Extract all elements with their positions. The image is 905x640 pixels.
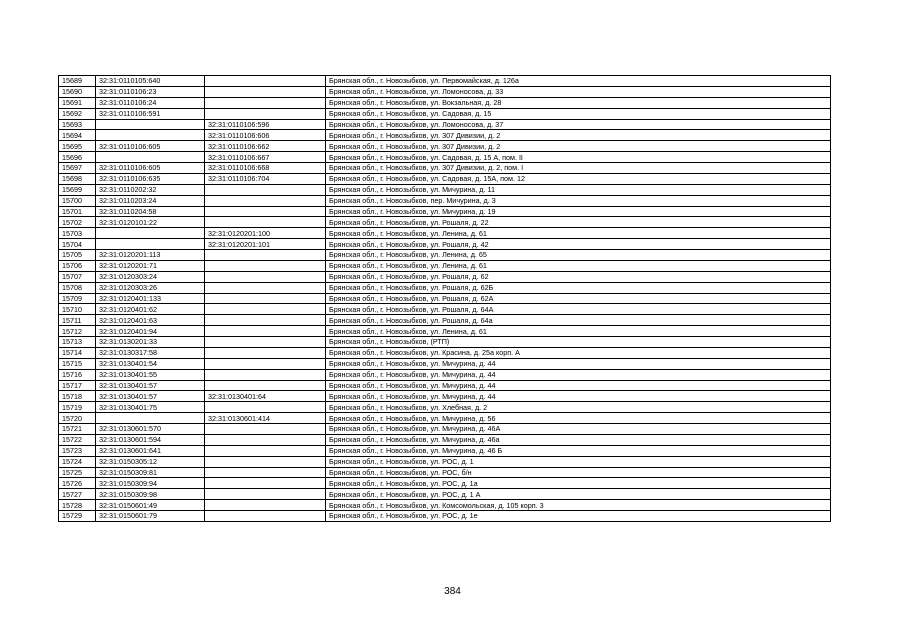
table-row — [59, 511, 831, 522]
cadastral-number-cell: 32:31:0150309:98 — [96, 489, 205, 500]
address-cell: Брянская обл., г. Новозыбков, ул. Первомайская, д. 126а — [326, 76, 831, 87]
address-cell: Брянская обл., г. Новозыбков, ул. Мичурина, д. 44 — [326, 380, 831, 391]
address-cell: Брянская обл., г. Новозыбков, ул. Вокзальная, д. 28 — [326, 97, 831, 108]
address-cell: Брянская обл., г. Новозыбков, ул. Ленина, д. 61 — [326, 260, 831, 271]
cadastral-number-cell — [96, 152, 205, 163]
cadastral-number-cell: 32:31:0130401:54 — [96, 358, 205, 369]
address-cell: Брянская обл., г. Новозыбков, ул. Рошаля, д. 62 — [326, 271, 831, 282]
cadastral-number-cell: 32:31:0120201:71 — [96, 260, 205, 271]
address-cell: Брянская обл., г. Новозыбков, ул. РОС, д. 1 А — [326, 489, 831, 500]
cadastral-number-cell: 32:31:0120401:62 — [96, 304, 205, 315]
table-row — [59, 97, 831, 108]
row-number-cell: 15710 — [59, 304, 96, 315]
object-cadastral-number-cell: 32:31:0110106:662 — [205, 141, 326, 152]
cadastral-number-cell — [96, 130, 205, 141]
object-cadastral-number-cell — [205, 369, 326, 380]
cadastral-number-cell — [96, 119, 205, 130]
table-row — [59, 489, 831, 500]
table-row — [59, 250, 831, 261]
cadastral-number-cell: 32:31:0110106:24 — [96, 97, 205, 108]
table-row — [59, 337, 831, 348]
address-cell: Брянская обл., г. Новозыбков, ул. Мичурина, д. 11 — [326, 184, 831, 195]
address-cell: Брянская обл., г. Новозыбков, ул. Комсомольская, д. 105 корп. 3 — [326, 500, 831, 511]
cadastral-number-cell: 32:31:0110202:32 — [96, 184, 205, 195]
cadastral-number-cell: 32:31:0130601:594 — [96, 434, 205, 445]
table-row — [59, 358, 831, 369]
object-cadastral-number-cell: 32:31:0120201:101 — [205, 239, 326, 250]
table-row — [59, 293, 831, 304]
cadastral-number-cell: 32:31:0150305:12 — [96, 456, 205, 467]
address-cell: Брянская обл., г. Новозыбков, ул. Рошаля, д. 42 — [326, 239, 831, 250]
object-cadastral-number-cell — [205, 315, 326, 326]
row-number-cell: 15699 — [59, 184, 96, 195]
cadastral-number-cell: 32:31:0120303:24 — [96, 271, 205, 282]
table-row — [59, 369, 831, 380]
cadastral-number-cell: 32:31:0150309:94 — [96, 478, 205, 489]
cadastral-number-cell: 32:31:0130401:55 — [96, 369, 205, 380]
address-cell: Брянская обл., г. Новозыбков, ул. Хлебная, д. 2 — [326, 402, 831, 413]
address-cell: Брянская обл., г. Новозыбков, ул. Ленина, д. 61 — [326, 228, 831, 239]
object-cadastral-number-cell — [205, 402, 326, 413]
row-number-cell: 15700 — [59, 195, 96, 206]
row-number-cell: 15708 — [59, 282, 96, 293]
row-number-cell: 15726 — [59, 478, 96, 489]
table-row — [59, 184, 831, 195]
table-row — [59, 304, 831, 315]
table-row — [59, 347, 831, 358]
object-cadastral-number-cell — [205, 456, 326, 467]
object-cadastral-number-cell — [205, 445, 326, 456]
table-row — [59, 228, 831, 239]
cadastral-number-cell: 32:31:0110106:605 — [96, 141, 205, 152]
object-cadastral-number-cell — [205, 195, 326, 206]
object-cadastral-number-cell — [205, 347, 326, 358]
address-cell: Брянская обл., г. Новозыбков, ул. Мичурина, д. 46а — [326, 434, 831, 445]
row-number-cell: 15706 — [59, 260, 96, 271]
address-cell: Брянская обл., г. Новозыбков, ул. Садовая, д. 15 — [326, 108, 831, 119]
table-row — [59, 108, 831, 119]
object-cadastral-number-cell — [205, 326, 326, 337]
table-row — [59, 402, 831, 413]
object-cadastral-number-cell — [205, 282, 326, 293]
address-cell: Брянская обл., г. Новозыбков, ул. Ленина, д. 65 — [326, 250, 831, 261]
table-row — [59, 467, 831, 478]
table-row — [59, 152, 831, 163]
table-row — [59, 445, 831, 456]
row-number-cell: 15715 — [59, 358, 96, 369]
address-cell: Брянская обл., г. Новозыбков, ул. Мичурина, д. 46А — [326, 424, 831, 435]
object-cadastral-number-cell — [205, 304, 326, 315]
address-cell: Брянская обл., г. Новозыбков, ул. Ленина, д. 61 — [326, 326, 831, 337]
table-row — [59, 434, 831, 445]
object-cadastral-number-cell — [205, 380, 326, 391]
address-cell: Брянская обл., г. Новозыбков, ул. Садовая, д. 15А, пом. 12 — [326, 173, 831, 184]
row-number-cell: 15717 — [59, 380, 96, 391]
registry-table-body — [59, 76, 831, 522]
row-number-cell: 15718 — [59, 391, 96, 402]
cadastral-number-cell: 32:31:0150601:79 — [96, 511, 205, 522]
object-cadastral-number-cell — [205, 358, 326, 369]
row-number-cell: 15689 — [59, 76, 96, 87]
cadastral-number-cell: 32:31:0130601:641 — [96, 445, 205, 456]
cadastral-number-cell — [96, 239, 205, 250]
row-number-cell: 15697 — [59, 163, 96, 174]
address-cell: Брянская обл., г. Новозыбков, ул. Мичурина, д. 19 — [326, 206, 831, 217]
row-number-cell: 15690 — [59, 86, 96, 97]
row-number-cell: 15711 — [59, 315, 96, 326]
object-cadastral-number-cell — [205, 217, 326, 228]
row-number-cell: 15728 — [59, 500, 96, 511]
address-cell: Брянская обл., г. Новозыбков, ул. РОС, д. 1а — [326, 478, 831, 489]
table-row — [59, 413, 831, 424]
address-cell: Брянская обл., г. Новозыбков, ул. Мичурина, д. 46 Б — [326, 445, 831, 456]
table-row — [59, 380, 831, 391]
cadastral-number-cell: 32:31:0110105:640 — [96, 76, 205, 87]
object-cadastral-number-cell — [205, 293, 326, 304]
address-cell: Брянская обл., г. Новозыбков, ул. Ломоносова, д. 37 — [326, 119, 831, 130]
registry-table — [58, 75, 831, 522]
row-number-cell: 15691 — [59, 97, 96, 108]
table-row — [59, 326, 831, 337]
table-row — [59, 141, 831, 152]
table-row — [59, 282, 831, 293]
row-number-cell: 15704 — [59, 239, 96, 250]
row-number-cell: 15694 — [59, 130, 96, 141]
row-number-cell: 15714 — [59, 347, 96, 358]
table-row — [59, 119, 831, 130]
cadastral-number-cell: 32:31:0120401:94 — [96, 326, 205, 337]
cadastral-number-cell: 32:31:0150309:81 — [96, 467, 205, 478]
table-row — [59, 173, 831, 184]
address-cell: Брянская обл., г. Новозыбков, ул. 307 Дивизии, д. 2, пом. I — [326, 163, 831, 174]
table-row — [59, 500, 831, 511]
table-row — [59, 456, 831, 467]
cadastral-number-cell: 32:31:0130401:57 — [96, 380, 205, 391]
cadastral-number-cell: 32:31:0110106:635 — [96, 173, 205, 184]
cadastral-number-cell: 32:31:0130401:57 — [96, 391, 205, 402]
row-number-cell: 15712 — [59, 326, 96, 337]
address-cell: Брянская обл., г. Новозыбков, ул. Мичурина, д. 44 — [326, 369, 831, 380]
row-number-cell: 15727 — [59, 489, 96, 500]
object-cadastral-number-cell — [205, 467, 326, 478]
address-cell: Брянская обл., г. Новозыбков, ул. РОС, д. 1 — [326, 456, 831, 467]
object-cadastral-number-cell — [205, 260, 326, 271]
table-row — [59, 195, 831, 206]
row-number-cell: 15701 — [59, 206, 96, 217]
table-row — [59, 217, 831, 228]
address-cell: Брянская обл., г. Новозыбков, пер. Мичурина, д. 3 — [326, 195, 831, 206]
address-cell: Брянская обл., г. Новозыбков, ул. Садовая, д. 15 А, пом. II — [326, 152, 831, 163]
cadastral-number-cell: 32:31:0120101:22 — [96, 217, 205, 228]
address-cell: Брянская обл., г. Новозыбков, ул. Рошаля, д. 62А — [326, 293, 831, 304]
object-cadastral-number-cell — [205, 424, 326, 435]
address-cell: Брянская обл., г. Новозыбков, (РТП) — [326, 337, 831, 348]
object-cadastral-number-cell — [205, 86, 326, 97]
cadastral-number-cell: 32:31:0110106:591 — [96, 108, 205, 119]
address-cell: Брянская обл., г. Новозыбков, ул. 307 Дивизии, д. 2 — [326, 141, 831, 152]
row-number-cell: 15716 — [59, 369, 96, 380]
cadastral-number-cell: 32:31:0120201:113 — [96, 250, 205, 261]
cadastral-number-cell: 32:31:0110106:605 — [96, 163, 205, 174]
object-cadastral-number-cell: 32:31:0130601:414 — [205, 413, 326, 424]
cadastral-number-cell: 32:31:0110203:24 — [96, 195, 205, 206]
cadastral-number-cell: 32:31:0110204:58 — [96, 206, 205, 217]
object-cadastral-number-cell — [205, 337, 326, 348]
address-cell: Брянская обл., г. Новозыбков, ул. Рошаля, д. 62Б — [326, 282, 831, 293]
table-row — [59, 424, 831, 435]
table-row — [59, 478, 831, 489]
object-cadastral-number-cell: 32:31:0130401:64 — [205, 391, 326, 402]
address-cell: Брянская обл., г. Новозыбков, ул. Красина, д. 25а корп. А — [326, 347, 831, 358]
row-number-cell: 15720 — [59, 413, 96, 424]
object-cadastral-number-cell — [205, 271, 326, 282]
cadastral-number-cell: 32:31:0120401:133 — [96, 293, 205, 304]
table-row — [59, 239, 831, 250]
address-cell: Брянская обл., г. Новозыбков, ул. Рошаля, д. 64А — [326, 304, 831, 315]
row-number-cell: 15702 — [59, 217, 96, 228]
address-cell: Брянская обл., г. Новозыбков, ул. РОС, б/н — [326, 467, 831, 478]
row-number-cell: 15721 — [59, 424, 96, 435]
page-number: 384 — [444, 586, 461, 597]
object-cadastral-number-cell — [205, 511, 326, 522]
address-cell: Брянская обл., г. Новозыбков, ул. Мичурина, д. 44 — [326, 391, 831, 402]
table-row — [59, 260, 831, 271]
object-cadastral-number-cell: 32:31:0110106:667 — [205, 152, 326, 163]
table-row — [59, 86, 831, 97]
row-number-cell: 15725 — [59, 467, 96, 478]
object-cadastral-number-cell: 32:31:0110106:704 — [205, 173, 326, 184]
cadastral-number-cell: 32:31:0130317:58 — [96, 347, 205, 358]
table-row — [59, 76, 831, 87]
object-cadastral-number-cell: 32:31:0110106:606 — [205, 130, 326, 141]
object-cadastral-number-cell — [205, 478, 326, 489]
row-number-cell: 15696 — [59, 152, 96, 163]
cadastral-number-cell — [96, 413, 205, 424]
object-cadastral-number-cell: 32:31:0120201:100 — [205, 228, 326, 239]
row-number-cell: 15695 — [59, 141, 96, 152]
row-number-cell: 15698 — [59, 173, 96, 184]
row-number-cell: 15722 — [59, 434, 96, 445]
object-cadastral-number-cell — [205, 434, 326, 445]
table-row — [59, 391, 831, 402]
row-number-cell: 15724 — [59, 456, 96, 467]
address-cell: Брянская обл., г. Новозыбков, ул. 307 Дивизии, д. 2 — [326, 130, 831, 141]
cadastral-number-cell: 32:31:0110106:23 — [96, 86, 205, 97]
cadastral-number-cell: 32:31:0130401:75 — [96, 402, 205, 413]
object-cadastral-number-cell — [205, 108, 326, 119]
address-cell: Брянская обл., г. Новозыбков, ул. РОС, д. 1е — [326, 511, 831, 522]
object-cadastral-number-cell — [205, 97, 326, 108]
row-number-cell: 15692 — [59, 108, 96, 119]
cadastral-number-cell: 32:31:0150601:49 — [96, 500, 205, 511]
object-cadastral-number-cell — [205, 206, 326, 217]
address-cell: Брянская обл., г. Новозыбков, ул. Ломоносова, д. 33 — [326, 86, 831, 97]
object-cadastral-number-cell — [205, 250, 326, 261]
object-cadastral-number-cell — [205, 184, 326, 195]
address-cell: Брянская обл., г. Новозыбков, ул. Рошаля, д. 22 — [326, 217, 831, 228]
object-cadastral-number-cell — [205, 76, 326, 87]
row-number-cell: 15703 — [59, 228, 96, 239]
object-cadastral-number-cell: 32:31:0110106:668 — [205, 163, 326, 174]
row-number-cell: 15719 — [59, 402, 96, 413]
row-number-cell: 15707 — [59, 271, 96, 282]
table-row — [59, 271, 831, 282]
cadastral-number-cell: 32:31:0120401:63 — [96, 315, 205, 326]
address-cell: Брянская обл., г. Новозыбков, ул. Рошаля, д. 64а — [326, 315, 831, 326]
object-cadastral-number-cell — [205, 489, 326, 500]
object-cadastral-number-cell — [205, 500, 326, 511]
row-number-cell: 15729 — [59, 511, 96, 522]
row-number-cell: 15693 — [59, 119, 96, 130]
cadastral-number-cell: 32:31:0130601:570 — [96, 424, 205, 435]
table-row — [59, 206, 831, 217]
row-number-cell: 15705 — [59, 250, 96, 261]
cadastral-number-cell: 32:31:0130201:33 — [96, 337, 205, 348]
object-cadastral-number-cell: 32:31:0110106:596 — [205, 119, 326, 130]
address-cell: Брянская обл., г. Новозыбков, ул. Мичурина, д. 56 — [326, 413, 831, 424]
table-row — [59, 163, 831, 174]
cadastral-number-cell — [96, 228, 205, 239]
row-number-cell: 15713 — [59, 337, 96, 348]
cadastral-number-cell: 32:31:0120303:26 — [96, 282, 205, 293]
row-number-cell: 15723 — [59, 445, 96, 456]
table-row — [59, 315, 831, 326]
table-row — [59, 130, 831, 141]
address-cell: Брянская обл., г. Новозыбков, ул. Мичурина, д. 44 — [326, 358, 831, 369]
row-number-cell: 15709 — [59, 293, 96, 304]
